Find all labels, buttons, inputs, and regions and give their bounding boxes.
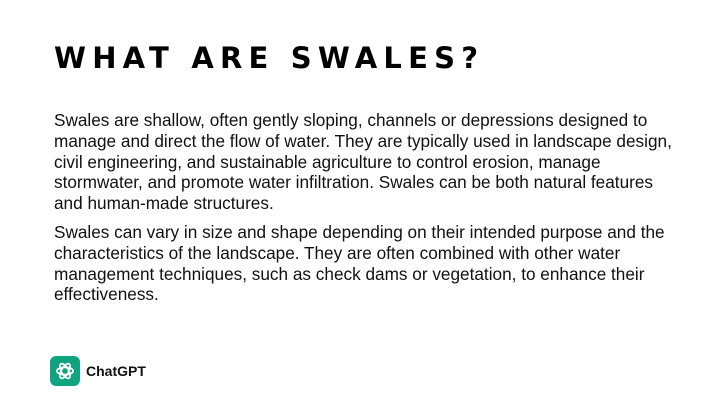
brand-name: ChatGPT: [86, 363, 146, 379]
slide-title: WHAT ARE SWALES?: [54, 41, 485, 75]
paragraph-definition: Swales are shallow, often gently sloping, channels or depressions designed to manage and direct the flow of water. They are typically used in landscape design, civil engineering, and sustainable agriculture to control erosion, manage stormwater, and promote water infiltration. Swales can be both natural features and human-made structures.: [54, 110, 672, 214]
paragraph-variation: Swales can vary in size and shape depending on their intended purpose and the characteristics of the landscape. They are often combined with other water management techniques, such as check dams or vegetation, to enhance their effectiveness.: [54, 221, 665, 305]
chatgpt-logo-icon: [50, 356, 80, 386]
slide-body: [54, 110, 684, 313]
brand-footer: [50, 356, 146, 386]
